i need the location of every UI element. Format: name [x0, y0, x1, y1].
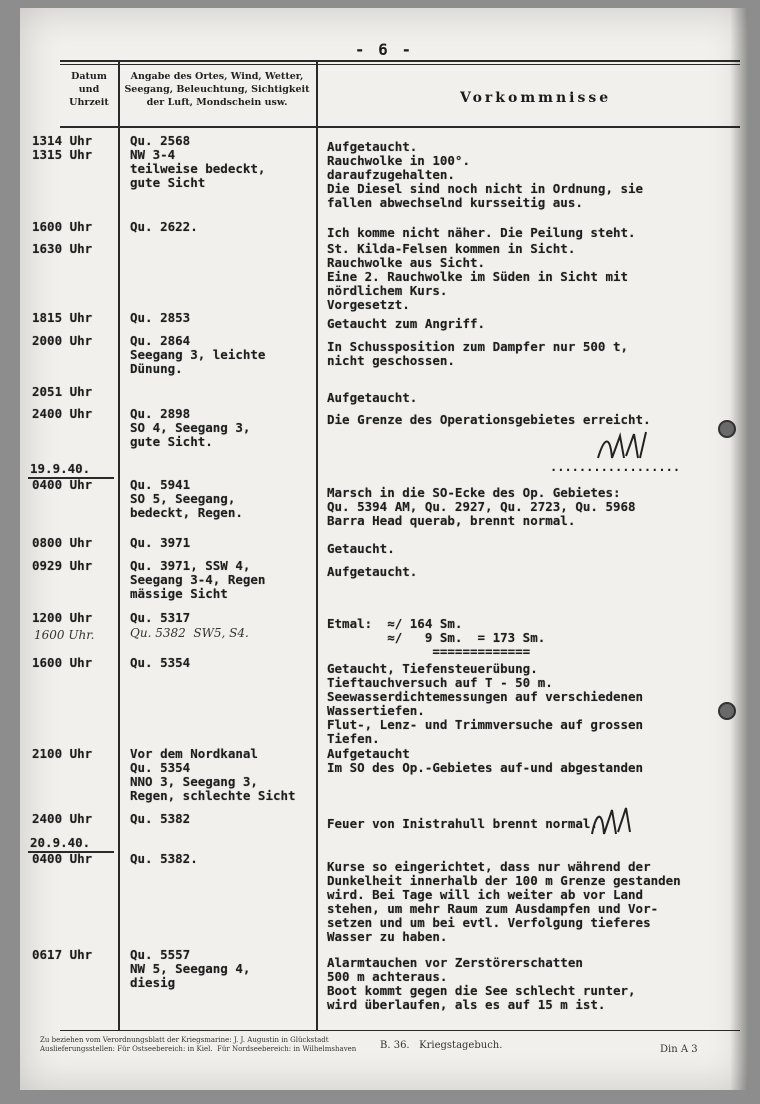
entry-position: Qu. 5382	[130, 811, 191, 826]
entry-event: Marsch in die SO-Ecke des Op. Gebietes: Qu. 5394 AM, Qu. 2927, Qu. 2723, Qu. 5968 Barra Head querab, brennt normal.	[327, 485, 636, 528]
entry-time: 2400 Uhr	[32, 406, 93, 421]
entry-position: NW 3-4 teilweise bedeckt, gute Sicht	[130, 147, 266, 190]
handwritten-position: Qu. 5382 SW5, S4.	[130, 626, 249, 640]
entry-event: Die Grenze des Operationsgebietes erreicht.	[327, 412, 651, 427]
entry-event: Alarmtauchen vor Zerstörerschatten 500 m achteraus. Boot kommt gegen die See schlecht runter, wird überlaufen, als es auf 15 m ist.	[327, 955, 636, 1012]
footer-form-title: B. 36. Kriegstagebuch.	[380, 1040, 503, 1051]
entry-position: Qu. 5354	[130, 655, 191, 670]
entry-event: Kurse so eingerichtet, dass nur während der Dunkelheit innerhalb der 100 m Grenze gestanden wird. Bei Tage will ich weiter ab vor Land stehen, um mehr Raum zum Ausdampfen und Vor- setzen und um bei evtl. Verfolgung tieferes Wasser zu haben.	[327, 859, 681, 944]
signature	[586, 802, 636, 842]
entry-time: 1314 Uhr	[32, 133, 93, 148]
header-top-rule-2	[60, 64, 740, 65]
entry-position: Qu. 5941 SO 5, Seegang, bedeckt, Regen.	[130, 477, 243, 520]
footer-paper-size: Din A 3	[660, 1044, 698, 1055]
handwritten-time: 1600 Uhr.	[34, 628, 95, 642]
header-top-rule	[60, 60, 740, 62]
footer-publisher: Zu beziehen vom Verordnungsblatt der Kriegsmarine: J. J. Augustin in Glückstadt Auslieferungsstellen: Für Ostseebereich: in Kiel. Für Nordseebereich: in Wilhelmshaven	[40, 1036, 357, 1053]
header-datum: Datum und Uhrzeit	[69, 71, 109, 108]
entry-position: Qu. 3971	[130, 535, 191, 550]
entry-time: 2000 Uhr	[32, 333, 93, 348]
signature-line: ..................	[550, 460, 681, 474]
entry-time: 2100 Uhr	[32, 746, 93, 761]
entry-time: 0800 Uhr	[32, 535, 93, 550]
date-marker: 19.9.40.	[30, 461, 91, 476]
entry-time: 0929 Uhr	[32, 558, 93, 573]
entry-time: 0617 Uhr	[32, 947, 93, 962]
entry-time: 1600 Uhr	[32, 219, 93, 234]
entry-event: Aufgetaucht Im SO des Op.-Gebietes auf-und abgestanden	[327, 746, 644, 775]
page-edge-shadow	[730, 8, 748, 1090]
header-bottom-rule	[60, 126, 740, 128]
entry-time: 1315 Uhr	[32, 147, 93, 162]
entry-time: 0400 Uhr	[32, 851, 93, 866]
entry-position: Qu. 2853	[130, 310, 191, 325]
entry-event: Aufgetaucht.	[327, 139, 418, 154]
entry-time: 1600 Uhr	[32, 655, 93, 670]
entry-event: Aufgetaucht.	[327, 390, 418, 405]
entry-time: 2051 Uhr	[32, 384, 93, 399]
entry-position: Vor dem Nordkanal Qu. 5354 NNO 3, Seegang 3, Regen, schlechte Sicht	[130, 746, 296, 803]
entry-position: Qu. 5317	[130, 610, 191, 625]
entry-time: 0400 Uhr	[32, 477, 93, 492]
header-vorkommnisse: Vorkommnisse	[460, 90, 612, 106]
entry-position: Qu. 2622.	[130, 219, 198, 234]
entry-event: In Schussposition zum Dampfer nur 500 t, nicht geschossen.	[327, 339, 629, 368]
entry-event: Rauchwolke in 100°. daraufzugehalten. Die Diesel sind noch nicht in Ordnung, sie fallen abwechselnd kursseitig aus.	[327, 153, 644, 210]
entry-event: Feuer von Inistrahull brennt normal.	[327, 816, 598, 831]
entry-event: St. Kilda-Felsen kommen in Sicht. Rauchwolke aus Sicht. Eine 2. Rauchwolke im Süden in Sicht mit nördlichem Kurs. Vorgesetzt.	[327, 241, 629, 312]
entry-event: Getaucht, Tiefensteuerübung. Tieftauchversuch auf T - 50 m. Seewasserdichtemessungen auf verschiedenen Wassertiefen. Flut-, Lenz- und Trimmversuche auf grossen Tiefen.	[327, 661, 644, 746]
column-divider-1	[118, 60, 120, 1030]
entry-event: Aufgetaucht.	[327, 564, 418, 579]
entry-time: 1630 Uhr	[32, 241, 93, 256]
document-page	[20, 8, 748, 1090]
entry-position: Qu. 3971, SSW 4, Seegang 3-4, Regen mässige Sicht	[130, 558, 266, 601]
column-divider-2	[316, 60, 318, 1030]
entry-time: 2400 Uhr	[32, 811, 93, 826]
header-angabe: Angabe des Ortes, Wind, Wetter, Seegang, Beleuchtung, Sichtigkeit der Luft, Mondschein usw.	[124, 71, 310, 108]
entry-position: Qu. 5557 NW 5, Seegang 4, diesig	[130, 947, 251, 990]
entry-position: Qu. 2568	[130, 133, 191, 148]
footer-rule	[60, 1030, 740, 1031]
entry-time: 1200 Uhr	[32, 610, 93, 625]
date-marker: 20.9.40.	[30, 835, 91, 850]
entry-event: Ich komme nicht näher. Die Peilung steht.	[327, 225, 636, 240]
entry-event: Etmal: ≈/ 164 Sm. ≈/ 9 Sm. = 173 Sm. =============	[327, 616, 546, 659]
page-number: - 6 -	[354, 40, 414, 59]
entry-position: Qu. 2864 Seegang 3, leichte Dünung.	[130, 333, 266, 376]
entry-position: Qu. 5382.	[130, 851, 198, 866]
entry-time: 1815 Uhr	[32, 310, 93, 325]
entry-event: Getaucht.	[327, 541, 395, 556]
entry-event: Getaucht zum Angriff.	[327, 316, 486, 331]
entry-position: Qu. 2898 SO 4, Seegang 3, gute Sicht.	[130, 406, 251, 449]
